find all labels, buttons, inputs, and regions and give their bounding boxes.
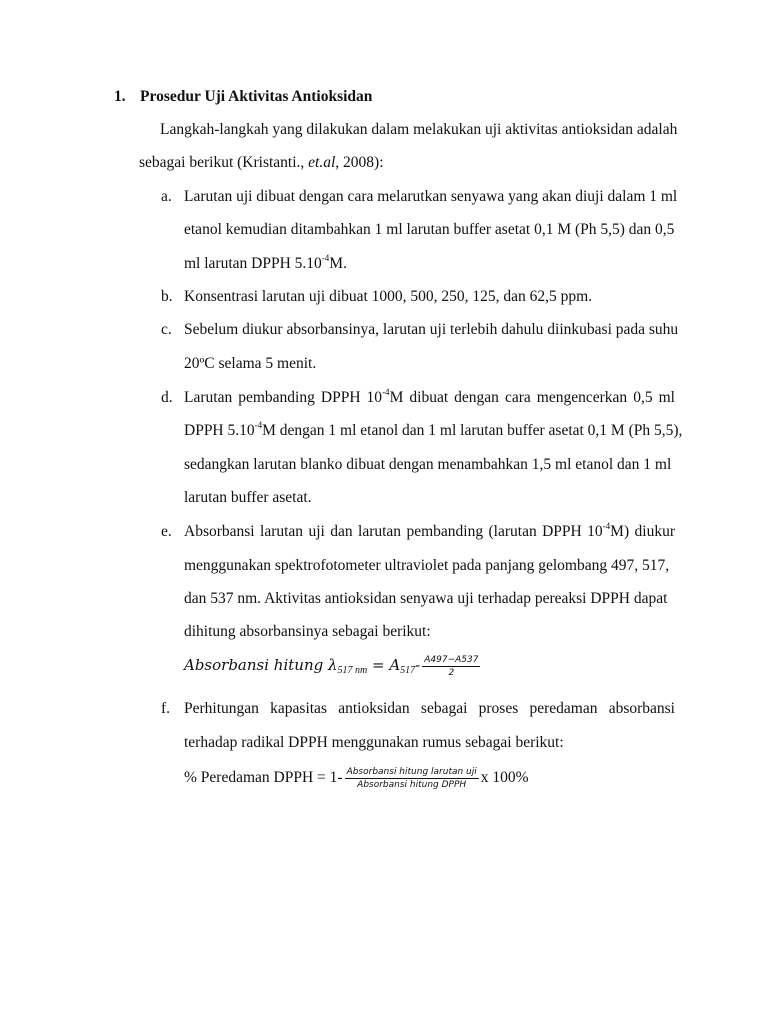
item-b-line-1: Konsentrasi larutan uji dibuat 1000, 500, 250, 125, dan 62,5 ppm.	[184, 288, 593, 305]
item-e-line-3: dan 537 nm. Aktivitas antioksidan senyawa uji terhadap pereaksi DPPH dapat	[184, 590, 668, 607]
item-e-line-2: menggunakan spektrofotometer ultraviolet pada panjang gelombang 497, 517,	[184, 557, 670, 574]
item-a-line-3: ml larutan DPPH $5.10^{-4}M$.	[184, 252, 347, 272]
list-marker-b: b.	[161, 288, 173, 305]
item-a-line-2: etanol kemudian ditambahkan 1 ml larutan buffer asetat 0,1 M (Ph 5,5) dan 0,5	[184, 221, 675, 238]
item-e-line-4: dihitung absorbansinya sebagai berikut:	[184, 623, 431, 640]
item-c-line-2: 20ºC selama 5 menit.	[184, 355, 317, 372]
intro-line-1: Langkah-langkah yang dilakukan dalam melakukan uji aktivitas antioksidan adalah	[160, 121, 678, 138]
item-d-line-1: Larutan pembanding DPPH $10^{-4}M$ dibuat dengan cara mengencerkan 0,5 ml	[184, 386, 675, 406]
item-d-line-4: larutan buffer asetat.	[184, 489, 312, 506]
item-d-line-3: sedangkan larutan blanko dibuat dengan menambahkan 1,5 ml etanol dan 1 ml	[184, 456, 672, 473]
list-marker-a: a.	[161, 188, 172, 205]
section-title: Prosedur Uji Aktivitas Antioksidan	[140, 88, 373, 105]
list-marker-f: f.	[161, 700, 171, 717]
peredaman-fraction: $\frac{\text{Absorbansi hitung larutan uji}}{\text{Absorbansi hitung DPPH}}$	[346, 767, 477, 790]
list-marker-d: d.	[161, 389, 173, 406]
item-d-line-2: DPPH $5.10^{-4}M$ dengan 1 ml etanol dan 1 ml larutan buffer asetat 0,1 M (Ph 5,5),	[184, 419, 683, 439]
item-f-line-2: terhadap radikal DPPH menggunakan rumus sebagai berikut:	[184, 734, 564, 751]
list-marker-c: c.	[161, 321, 172, 338]
citation-etal: et.al	[308, 154, 336, 171]
item-a-line-1: Larutan uji dibuat dengan cara melarutkan senyawa yang akan diuji dalam 1 ml	[184, 188, 678, 205]
item-c-line-1: Sebelum diukur absorbansinya, larutan uji terlebih dahulu diinkubasi pada suhu	[184, 321, 679, 338]
section-number: 1.	[114, 88, 126, 105]
absorbance-formula: Absorbansi hitung $\lambda_{517 nm} = A_{517}-$ $\frac{A497-A537}{2}$	[184, 655, 479, 678]
list-marker-e: e.	[161, 523, 172, 540]
item-f-line-1: Perhitungan kapasitas antioksidan sebagai proses peredaman absorbansi	[184, 700, 675, 717]
peredaman-formula: % Peredaman DPPH = 1- $\frac{\text{Absorbansi hitung larutan uji}}{\text{Absorbansi hitung DPPH}}$ x 100%	[184, 767, 529, 790]
intro-line-2: sebagai berikut (Kristanti., et.al, 2008):	[139, 154, 384, 171]
section-heading	[114, 88, 372, 106]
absorbance-fraction: $\frac{A497-A537}{2}$	[424, 655, 479, 678]
item-e-line-1: Absorbansi larutan uji dan larutan pembanding (larutan DPPH $10^{-4}M$) diukur	[184, 520, 675, 540]
